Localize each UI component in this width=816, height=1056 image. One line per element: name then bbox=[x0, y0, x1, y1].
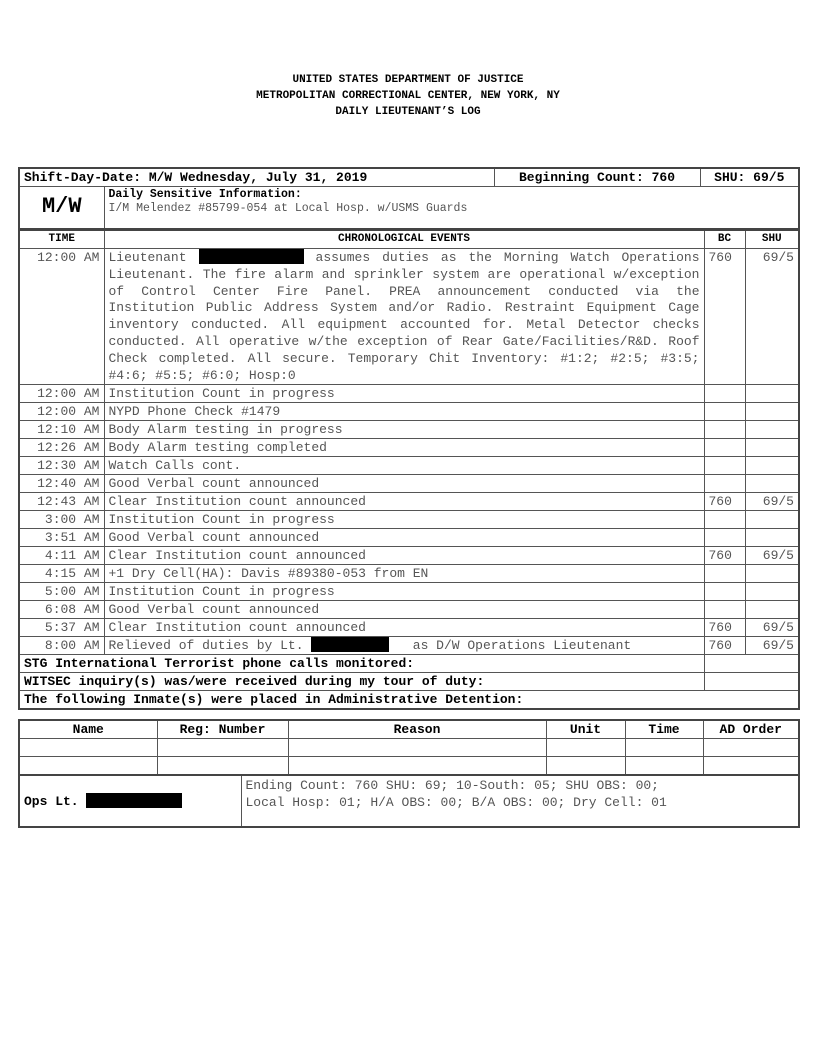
event-bc bbox=[704, 403, 745, 421]
ad-col-unit: Unit bbox=[546, 720, 625, 739]
event-shu: 69/5 bbox=[745, 637, 799, 655]
ad-table bbox=[18, 719, 800, 776]
event-bc bbox=[704, 439, 745, 457]
event-shu bbox=[745, 475, 799, 493]
table-row bbox=[19, 421, 799, 439]
event-shu bbox=[745, 385, 799, 403]
event-bc bbox=[704, 511, 745, 529]
event-bc: 760 bbox=[704, 619, 745, 637]
event-time: 5:37 AM bbox=[19, 619, 104, 637]
event-text: Good Verbal count announced bbox=[104, 475, 704, 493]
ad-row bbox=[19, 757, 799, 776]
col-events: CHRONOLOGICAL EVENTS bbox=[104, 230, 704, 249]
redaction bbox=[86, 793, 182, 808]
event-bc: 760 bbox=[704, 637, 745, 655]
table-row bbox=[19, 583, 799, 601]
table-row bbox=[19, 439, 799, 457]
table-row bbox=[19, 493, 799, 511]
header-line-3: DAILY LIEUTENANT’S LOG bbox=[335, 106, 481, 118]
col-time: TIME bbox=[19, 230, 104, 249]
sensitive-label: Daily Sensitive Information: bbox=[108, 188, 302, 201]
event-bc bbox=[704, 475, 745, 493]
table-row bbox=[19, 475, 799, 493]
event-bc bbox=[704, 385, 745, 403]
event-time: 12:10 AM bbox=[19, 421, 104, 439]
footer-table bbox=[18, 774, 800, 828]
event-text: Clear Institution count announced bbox=[104, 547, 704, 565]
event-time: 4:15 AM bbox=[19, 565, 104, 583]
event-text: Clear Institution count announced bbox=[104, 619, 704, 637]
event-time: 12:00 AM bbox=[19, 403, 104, 421]
table-row bbox=[19, 403, 799, 421]
events-table bbox=[18, 229, 800, 710]
document-header bbox=[0, 72, 816, 120]
event-text-after: assumes duties as the Morning Watch Operations Lieutenant. The fire alarm and sprinkler system are operational w/exception of Control Center Fire Panel. PREA announcement conducted via the Institution Public Address System and/or Radio. Restraint Equipment Cage inventory conducted. All equipment accounted for. Metal Detector checks conducted. All operative w/the exception of Rear Gate/Facilities/R&D. Roof Check completed. All secure. Temporary Chit Inventory: #1:2; #2:5; #3:5; #4:6; #5:5; #6:0; Hosp:0 bbox=[108, 250, 700, 383]
ending-line-2: Local Hosp: 01; H/A OBS: 00; B/A OBS: 00; Dry Cell: 01 bbox=[245, 795, 667, 810]
event-text: NYPD Phone Check #1479 bbox=[104, 403, 704, 421]
ending-count bbox=[241, 775, 799, 827]
stg-calls-label: STG International Terrorist phone calls monitored: bbox=[19, 655, 704, 673]
event-time: 12:40 AM bbox=[19, 475, 104, 493]
event-time: 12:26 AM bbox=[19, 439, 104, 457]
event-shu bbox=[745, 583, 799, 601]
event-shu bbox=[745, 439, 799, 457]
event-text: Good Verbal count announced bbox=[104, 529, 704, 547]
sensitive-text: I/M Melendez #85799-054 at Local Hosp. w/USMS Guards bbox=[108, 202, 468, 215]
redaction bbox=[199, 249, 304, 264]
event-shu bbox=[745, 601, 799, 619]
event-bc bbox=[704, 421, 745, 439]
event-shu bbox=[745, 511, 799, 529]
event-text: Institution Count in progress bbox=[104, 583, 704, 601]
ad-col-reg: Reg: Number bbox=[157, 720, 288, 739]
ad-col-reason: Reason bbox=[288, 720, 546, 739]
event-text: Body Alarm testing completed bbox=[104, 439, 704, 457]
ad-title: The following Inmate(s) were placed in Administrative Detention: bbox=[19, 691, 799, 710]
header-line-2: METROPOLITAN CORRECTIONAL CENTER, NEW YORK, NY bbox=[256, 90, 560, 102]
table-row bbox=[19, 511, 799, 529]
event-time: 4:11 AM bbox=[19, 547, 104, 565]
shift-day-date: Shift-Day-Date: M/W Wednesday, July 31, 2019 bbox=[19, 168, 494, 187]
col-shu: SHU bbox=[745, 230, 799, 249]
stg-calls-value bbox=[704, 655, 799, 673]
event-shu bbox=[745, 565, 799, 583]
event-time: 12:00 AM bbox=[19, 385, 104, 403]
table-row bbox=[19, 619, 799, 637]
shu-count: SHU: 69/5 bbox=[700, 168, 799, 187]
witsec-label: WITSEC inquiry(s) was/were received during my tour of duty: bbox=[19, 673, 704, 691]
event-shu: 69/5 bbox=[745, 619, 799, 637]
ad-col-name: Name bbox=[19, 720, 157, 739]
ad-col-time: Time bbox=[625, 720, 703, 739]
event-time: 6:08 AM bbox=[19, 601, 104, 619]
shift-code: M/W bbox=[19, 187, 104, 229]
event-shu bbox=[745, 421, 799, 439]
event-shu bbox=[745, 529, 799, 547]
event-shu bbox=[745, 457, 799, 475]
event-time: 3:51 AM bbox=[19, 529, 104, 547]
event-bc bbox=[704, 601, 745, 619]
event-time: 12:00 AM bbox=[19, 249, 104, 385]
table-row bbox=[19, 547, 799, 565]
event-text-before: Lieutenant bbox=[108, 250, 187, 265]
col-bc: BC bbox=[704, 230, 745, 249]
event-text: Institution Count in progress bbox=[104, 385, 704, 403]
event-text-after: as D/W Operations Lieutenant bbox=[412, 638, 632, 654]
event-bc: 760 bbox=[704, 547, 745, 565]
table-row bbox=[19, 601, 799, 619]
ops-lt-cell bbox=[19, 775, 241, 827]
table-row bbox=[19, 385, 799, 403]
event-shu bbox=[745, 403, 799, 421]
event-time: 8:00 AM bbox=[19, 637, 104, 655]
event-time: 12:30 AM bbox=[19, 457, 104, 475]
event-text: Institution Count in progress bbox=[104, 511, 704, 529]
event-shu: 69/5 bbox=[745, 249, 799, 385]
event-text: Watch Calls cont. bbox=[104, 457, 704, 475]
log-header-table bbox=[18, 167, 800, 230]
table-row bbox=[19, 529, 799, 547]
event-text: +1 Dry Cell(HA): Davis #89380-053 from EN bbox=[104, 565, 704, 583]
ad-col-order: AD Order bbox=[703, 720, 799, 739]
ending-line-1: Ending Count: 760 SHU: 69; 10-South: 05; SHU OBS: 00; bbox=[245, 778, 659, 793]
redaction bbox=[311, 637, 389, 652]
beginning-count: Beginning Count: 760 bbox=[494, 168, 700, 187]
event-time: 3:00 AM bbox=[19, 511, 104, 529]
event-time: 12:43 AM bbox=[19, 493, 104, 511]
event-shu: 69/5 bbox=[745, 547, 799, 565]
event-text: Good Verbal count announced bbox=[104, 601, 704, 619]
event-text bbox=[104, 249, 704, 385]
table-row bbox=[19, 457, 799, 475]
event-text bbox=[104, 637, 704, 655]
event-text-before: Relieved of duties by Lt. bbox=[108, 638, 304, 654]
table-row bbox=[19, 637, 799, 655]
event-bc bbox=[704, 583, 745, 601]
event-text: Clear Institution count announced bbox=[104, 493, 704, 511]
event-bc bbox=[704, 529, 745, 547]
table-row bbox=[19, 249, 799, 385]
event-shu: 69/5 bbox=[745, 493, 799, 511]
event-time: 5:00 AM bbox=[19, 583, 104, 601]
witsec-value bbox=[704, 673, 799, 691]
event-bc bbox=[704, 457, 745, 475]
event-bc bbox=[704, 565, 745, 583]
event-bc: 760 bbox=[704, 493, 745, 511]
table-row bbox=[19, 565, 799, 583]
header-line-1: UNITED STATES DEPARTMENT OF JUSTICE bbox=[292, 74, 524, 86]
event-text: Body Alarm testing in progress bbox=[104, 421, 704, 439]
event-bc: 760 bbox=[704, 249, 745, 385]
ops-lt-label: Ops Lt. bbox=[24, 793, 79, 809]
ad-row bbox=[19, 739, 799, 757]
